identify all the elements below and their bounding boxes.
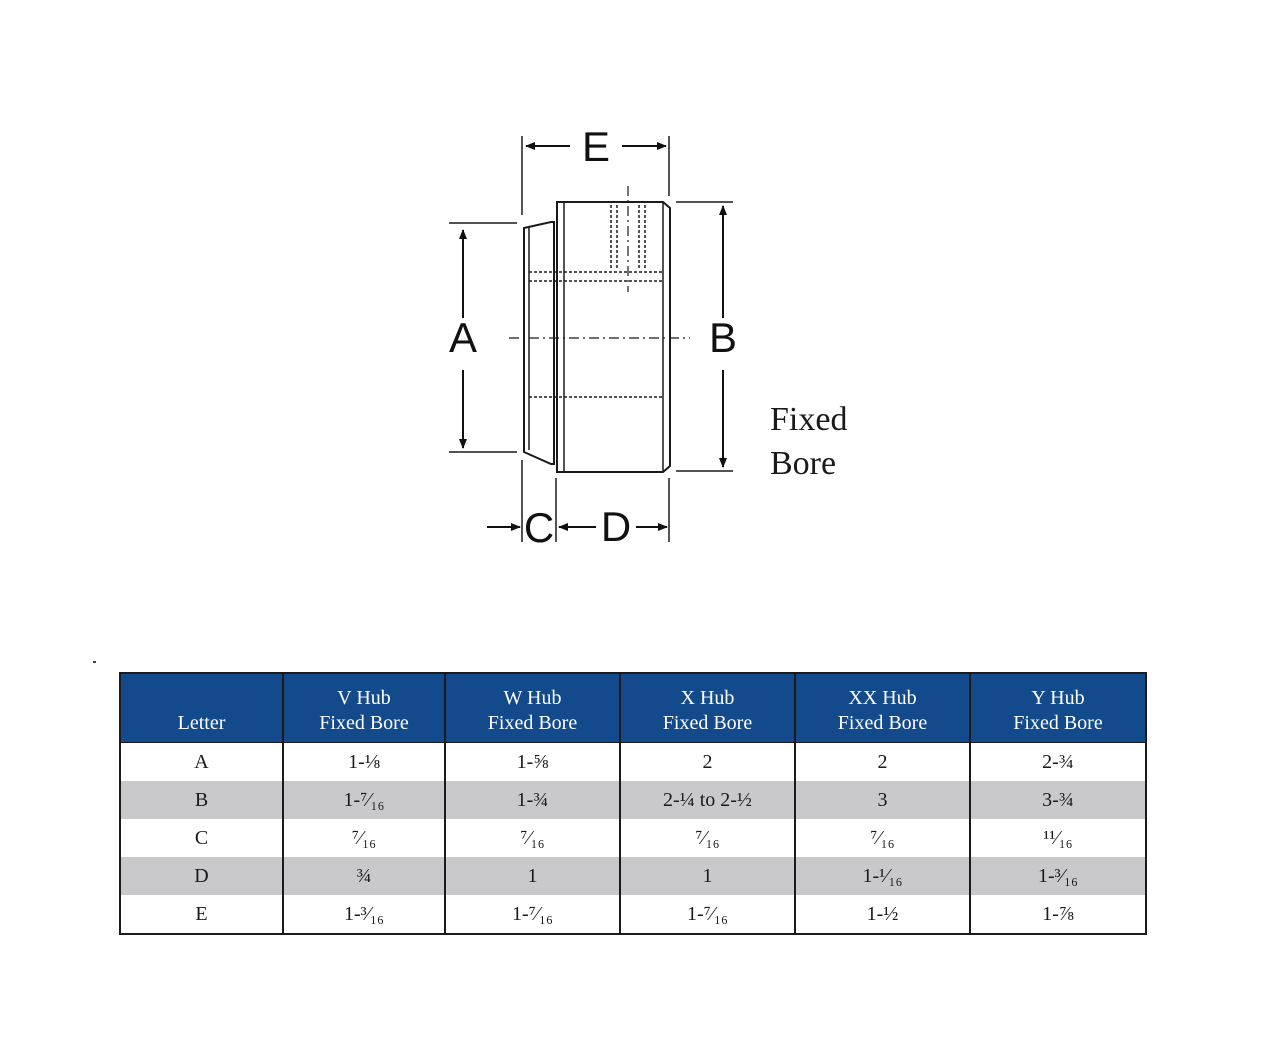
dimension-label-c: C [523,504,555,551]
table-cell: 2 [795,743,970,782]
table-row [120,743,1146,782]
header-line1: X Hub [680,687,735,709]
table-cell: 3 [795,781,970,819]
table-cell: 1-⅛ [283,743,445,782]
table-cell: ¹¹⁄₁₆ [970,819,1146,857]
table-cell: ⁷⁄₁₆ [283,819,445,857]
dimension-label-d: D [600,503,632,550]
table-row [120,857,1146,895]
table-cell: 1-¾ [445,781,620,819]
stray-mark [93,661,96,663]
table-cell: ⁷⁄₁₆ [620,819,795,857]
header-v-hub [283,673,445,743]
caption-bore: Bore [770,445,837,482]
table-cell: ⁷⁄₁₆ [445,819,620,857]
table-cell: C [120,819,283,857]
header-line2: Letter [177,712,226,734]
header-y-hub [970,673,1146,743]
table-cell: 1-⅞ [970,895,1146,934]
dimension-label-a: A [448,314,478,361]
table-cell: 1-⁷⁄₁₆ [445,895,620,934]
hub-outline [524,202,670,472]
table-cell: ¾ [283,857,445,895]
table-header-row [120,673,1146,743]
dimension-arrows [463,146,723,527]
table-cell: 2 [620,743,795,782]
table-row [120,895,1146,934]
table-cell: 2-¾ [970,743,1146,782]
hub-dimensions-table [119,672,1147,935]
header-x-hub [620,673,795,743]
table-cell: 1-⁷⁄₁₆ [620,895,795,934]
header-line2: Fixed Bore [319,712,409,734]
table-cell: 1 [620,857,795,895]
table-cell: 1-¹⁄₁₆ [795,857,970,895]
table-row [120,819,1146,857]
table-cell: B [120,781,283,819]
header-line2: Fixed Bore [487,712,578,734]
table-cell: 1-³⁄₁₆ [283,895,445,934]
table-cell: 3-¾ [970,781,1146,819]
dimension-label-e: E [581,123,611,170]
header-line2: Fixed Bore [1013,712,1103,734]
header-line2: Fixed Bore [662,712,753,734]
table-row [120,781,1146,819]
header-line1: V Hub [337,687,391,709]
table-cell: A [120,743,283,782]
header-line1: XX Hub [848,687,917,709]
caption-fixed: Fixed [770,401,848,438]
table-cell: 1-½ [795,895,970,934]
table-cell: 1-³⁄₁₆ [970,857,1146,895]
bore-hidden-lines [529,205,663,397]
header-line2: Fixed Bore [837,712,928,734]
table-cell: 1 [445,857,620,895]
header-xx-hub [795,673,970,743]
table-cell: 1-⅝ [445,743,620,782]
table-cell: E [120,895,283,934]
table-cell: 1-⁷⁄₁₆ [283,781,445,819]
table-cell: ⁷⁄₁₆ [795,819,970,857]
table-cell: D [120,857,283,895]
header-w-hub [445,673,620,743]
extension-lines [449,136,733,542]
table-cell: 2-¼ to 2-½ [620,781,795,819]
header-line1: W Hub [503,687,562,709]
dimension-label-b: B [708,314,738,361]
header-line1: Y Hub [1031,687,1085,709]
header-letter [120,673,283,743]
